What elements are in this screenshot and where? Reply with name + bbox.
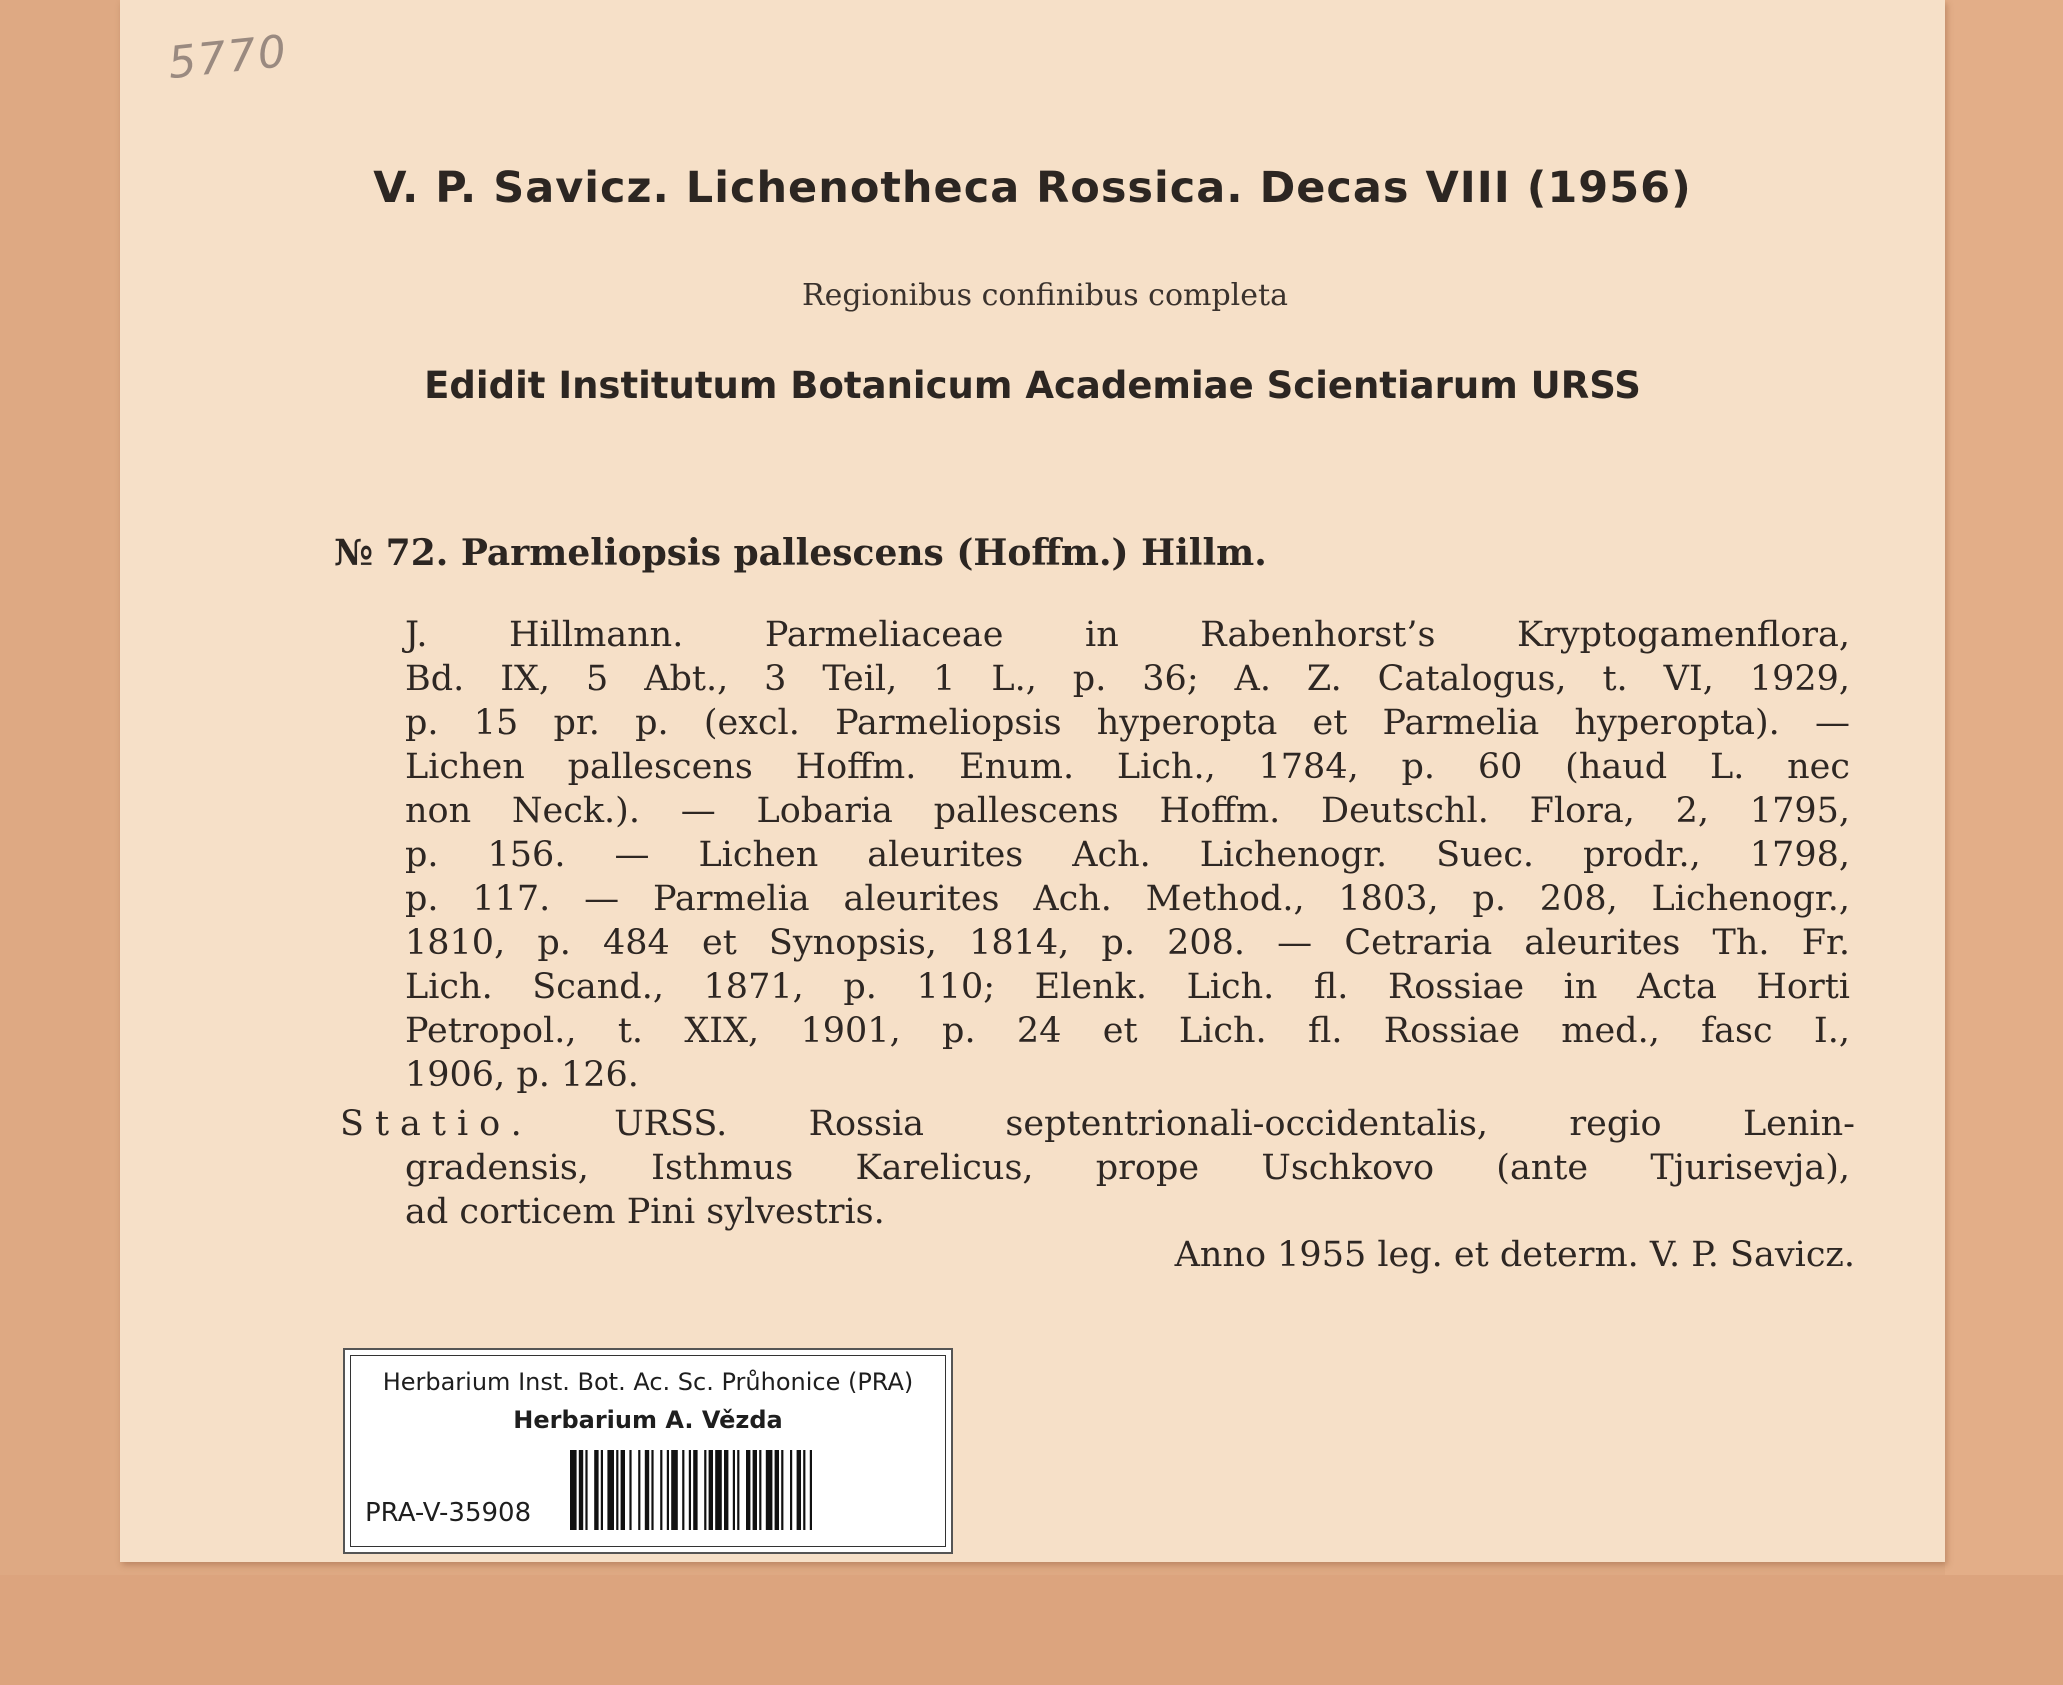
barcode-bar (746, 1450, 750, 1530)
herbarium-collection: Herbarium A. Vězda (513, 1406, 783, 1434)
barcode-bar (797, 1450, 801, 1530)
barcode-bar (570, 1450, 577, 1530)
statio-line (340, 1104, 1855, 1144)
barcode-bar (759, 1450, 761, 1530)
barcode-bar (621, 1450, 625, 1530)
barcode-bar (803, 1450, 805, 1530)
citation-line: p. 15 pr. p. (excl. Parmeliopsis hyperopta et Parmelia hyperopta). — (405, 703, 1850, 743)
barcode-bar (660, 1450, 662, 1530)
barcode-icon (570, 1450, 920, 1530)
citation-line: p. 117. — Parmelia aleurites Ach. Method., 1803, p. 208, Lichenogr., (405, 879, 1850, 919)
barcode-bar (693, 1450, 697, 1530)
citation-line: 1810, p. 484 et Synopsis, 1814, p. 208. — Cetraria aleurites Th. Fr. (405, 923, 1850, 963)
barcode-bar (601, 1450, 603, 1530)
barcode-bar (682, 1450, 684, 1530)
herbarium-institution: Herbarium Inst. Bot. Ac. Sc. Průhonice (PRA) (382, 1368, 914, 1396)
statio-line: gradensis, Isthmus Karelicus, prope Uschkovo (ante Tjurisevja), (405, 1148, 1850, 1188)
barcode-bar (737, 1450, 739, 1530)
species-heading: № 72. Parmeliopsis pallescens (Hoffm.) Hillm. (334, 532, 1267, 574)
barcode-bar (645, 1450, 649, 1530)
barcode-bar (607, 1450, 614, 1530)
barcode-bar (724, 1450, 728, 1530)
barcode-bar (671, 1450, 678, 1530)
citation-line: 1906, p. 126. (405, 1055, 639, 1095)
barcode-bar (616, 1450, 618, 1530)
citation-line: J. Hillmann. Parmeliaceae in Rabenhorst’s Kryptogamenflora, (405, 615, 1850, 655)
barcode-bar (715, 1450, 722, 1530)
herbarium-label (343, 1348, 953, 1554)
barcode-bar (775, 1450, 779, 1530)
barcode-bar (579, 1450, 583, 1530)
exsiccata-subtitle: Regionibus confinibus completa (802, 278, 1288, 313)
mounting-board-strip (1945, 0, 2063, 1685)
barcode-bar (810, 1450, 812, 1530)
barcode-bar (638, 1450, 640, 1530)
exsiccata-title: V. P. Savicz. Lichenotheca Rossica. Decas VIII (1956) (373, 163, 1692, 213)
specimen-id: PRA-V-35908 (365, 1498, 532, 1528)
publisher-line: Edidit Institutum Botanicum Academiae Scientiarum URSS (424, 364, 1641, 407)
barcode-bar (704, 1450, 706, 1530)
citation-line: Lich. Scand., 1871, p. 110; Elenk. Lich. fl. Rossiae in Acta Horti (405, 967, 1850, 1007)
barcode-bar (709, 1450, 713, 1530)
collector-line: Anno 1955 leg. et determ. V. P. Savicz. (1174, 1235, 1855, 1275)
barcode-bar (585, 1450, 587, 1530)
barcode-bar (594, 1450, 598, 1530)
citation-line: p. 156. — Lichen aleurites Ach. Lichenogr. Suec. prodr., 1798, (405, 835, 1850, 875)
barcode-bar (629, 1450, 631, 1530)
barcode-bar (766, 1450, 773, 1530)
citation-line: non Neck.). — Lobaria pallescens Hoffm. Deutschl. Flora, 2, 1795, (405, 791, 1850, 831)
statio-label: Statio. (340, 1104, 533, 1144)
citation-line: Petropol., t. XIX, 1901, p. 24 et Lich. fl. Rossiae med., fasc I., (405, 1011, 1850, 1051)
barcode-bar (733, 1450, 735, 1530)
statio-text: URSS. Rossia septentrionali-occidentalis, regio Lenin- (614, 1104, 1855, 1144)
citation-line: Bd. IX, 5 Abt., 3 Teil, 1 L., p. 36; A. Z. Catalogus, t. VI, 1929, (405, 659, 1850, 699)
mounting-board-band (0, 1575, 2063, 1685)
barcode-bar (651, 1450, 653, 1530)
barcode-bar (790, 1450, 792, 1530)
barcode-bar (667, 1450, 669, 1530)
label-sheet (120, 0, 1945, 1562)
barcode-bar (753, 1450, 757, 1530)
barcode-bar (689, 1450, 691, 1530)
pencil-note: 5770 (165, 25, 291, 90)
citation-line: Lichen pallescens Hoffm. Enum. Lich., 1784, p. 60 (haud L. nec (405, 747, 1850, 787)
statio-line: ad corticem Pini sylvestris. (405, 1192, 885, 1232)
barcode-bar (781, 1450, 783, 1530)
